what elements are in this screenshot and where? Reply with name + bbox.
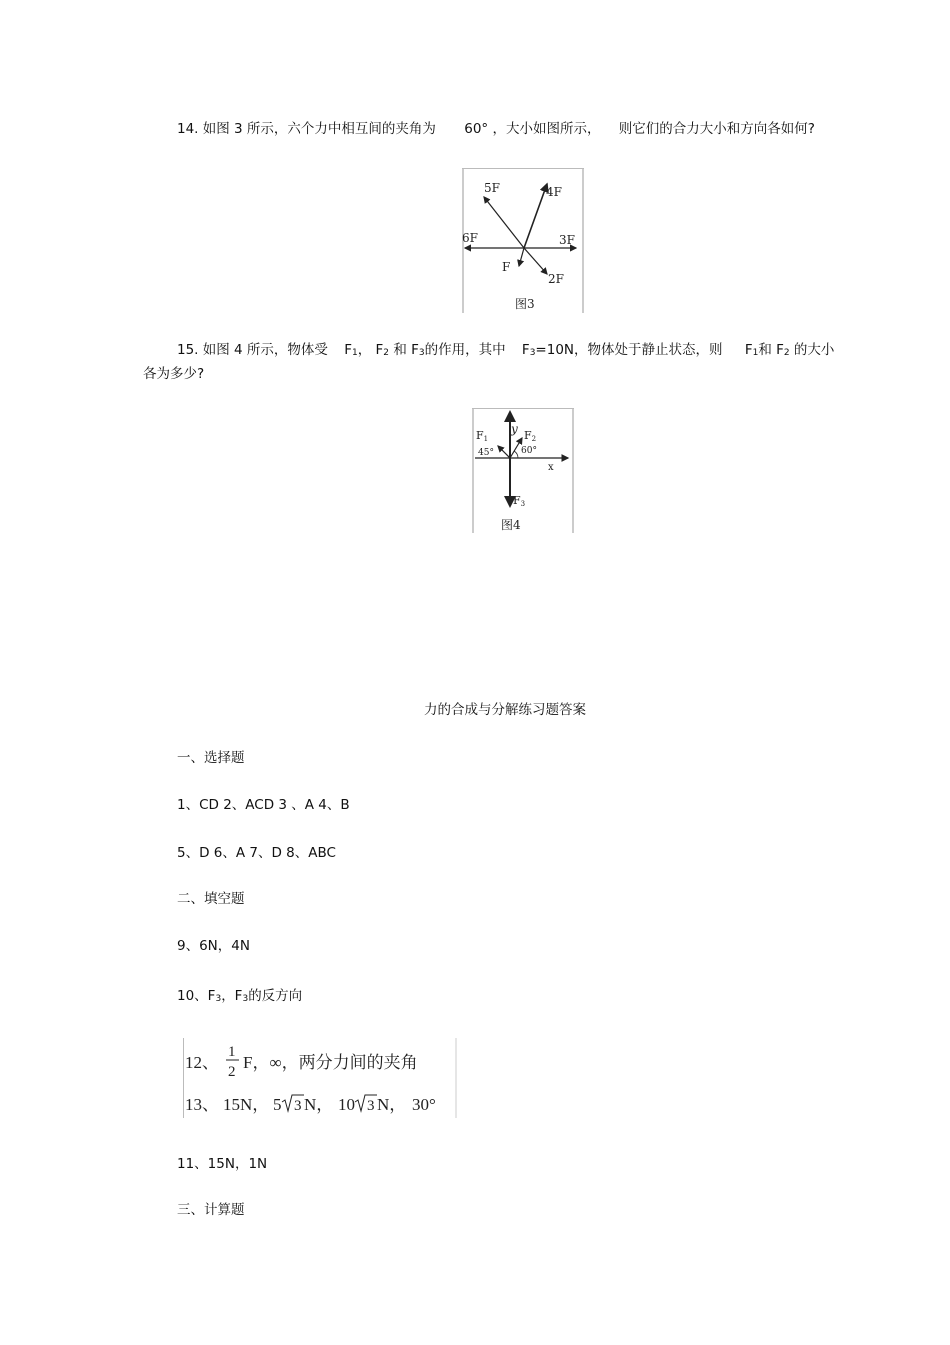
force-2f-vector: [524, 248, 547, 274]
q14-text-c: 则它们的合力大小和方向各如何?: [618, 121, 815, 137]
label-f: F: [502, 260, 511, 274]
label-6f: 6F: [462, 231, 478, 245]
answer-13-v2b: 3: [294, 1098, 302, 1114]
label-60: 60°: [521, 446, 537, 456]
force-4f-vector: [524, 184, 547, 248]
q15-f2c: F2: [776, 342, 790, 358]
q14-angle: 60°: [464, 121, 489, 137]
q15-text-b: 的作用，其中: [424, 342, 506, 358]
answers-12-13-image: [183, 1038, 457, 1118]
label-5f: 5F: [484, 181, 500, 195]
q15-text-a: 15. 如图 4 所示，物体受: [177, 342, 328, 358]
q15-sep1: ，: [357, 342, 372, 358]
section-calc-heading: 三、计算题: [177, 1202, 245, 1218]
q15-and2: 和: [758, 342, 777, 358]
answer-12-rest: F，∞，两分力间的夹角: [243, 1053, 418, 1072]
answer-13-v2a: 5: [273, 1095, 282, 1114]
figure-4-caption: 图4: [501, 518, 521, 532]
q15-and: 和: [389, 342, 412, 358]
label-f1: F1: [476, 429, 489, 443]
answer-13-v3b: 3: [367, 1098, 375, 1114]
label-2f: 2F: [548, 272, 564, 286]
q15-f3: F3: [411, 342, 425, 358]
section-fill-heading: 二、填空题: [177, 891, 245, 907]
question-15: [177, 341, 834, 361]
question-14: [177, 120, 815, 138]
answer-10: 10、F3，F3的反方向: [177, 988, 303, 1004]
answer-13-v1: 15N，: [223, 1095, 270, 1114]
figure-3: [462, 168, 584, 313]
answer-12-frac-num: 1: [228, 1044, 236, 1060]
answer-12-frac-den: 2: [228, 1064, 236, 1080]
answer-13-number: 13、: [185, 1095, 219, 1114]
label-45: 45°: [478, 448, 494, 458]
answer-11: 11、15N，1N: [177, 1156, 268, 1172]
q15-f1: F1: [344, 342, 358, 358]
q15-f2: F2: [375, 342, 390, 358]
q15-text-d: 的大小: [789, 342, 835, 358]
section-choice-heading: 一、选择题: [177, 750, 245, 766]
q15-text-c: =10N，物体处于静止状态，则: [535, 342, 723, 358]
label-f2: F2: [524, 429, 537, 443]
answers-row-1: 1、CD 2、ACD 3 、A 4、B: [177, 797, 350, 813]
answers-title: 力的合成与分解练习题答案: [424, 702, 586, 718]
q15-f3b: F3: [521, 342, 536, 358]
figure-4: [472, 408, 574, 533]
question-15-line2: 各为多少?: [143, 366, 205, 382]
label-y: y: [511, 422, 518, 436]
force-5f-vector: [484, 197, 524, 248]
figure-3-caption: 图3: [515, 297, 535, 311]
answer-13-v2c: N，: [304, 1095, 334, 1114]
answers-row-2: 5、D 6、A 7、D 8、ABC: [177, 845, 336, 861]
q15-f1c: F1: [744, 342, 759, 358]
angle-arc-60: [514, 451, 518, 458]
force-f-vector: [519, 248, 524, 266]
answer-12-number: 12、: [185, 1053, 219, 1072]
label-x: x: [548, 462, 554, 473]
label-3f: 3F: [559, 233, 575, 247]
f1-vector: [498, 446, 510, 458]
label-f3: F3: [513, 494, 526, 508]
q14-text-a: 14. 如图 3 所示，六个力中相互间的夹角为: [177, 121, 436, 137]
q14-text-b: ，大小如图所示，: [492, 121, 601, 137]
answer-13-v4: 30°: [412, 1095, 436, 1114]
answer-13-v3a: 10: [338, 1095, 355, 1114]
label-4f: 4F: [546, 185, 562, 199]
answer-9: 9、6N，4N: [177, 938, 250, 954]
answer-13-v3c: N，: [377, 1095, 407, 1114]
